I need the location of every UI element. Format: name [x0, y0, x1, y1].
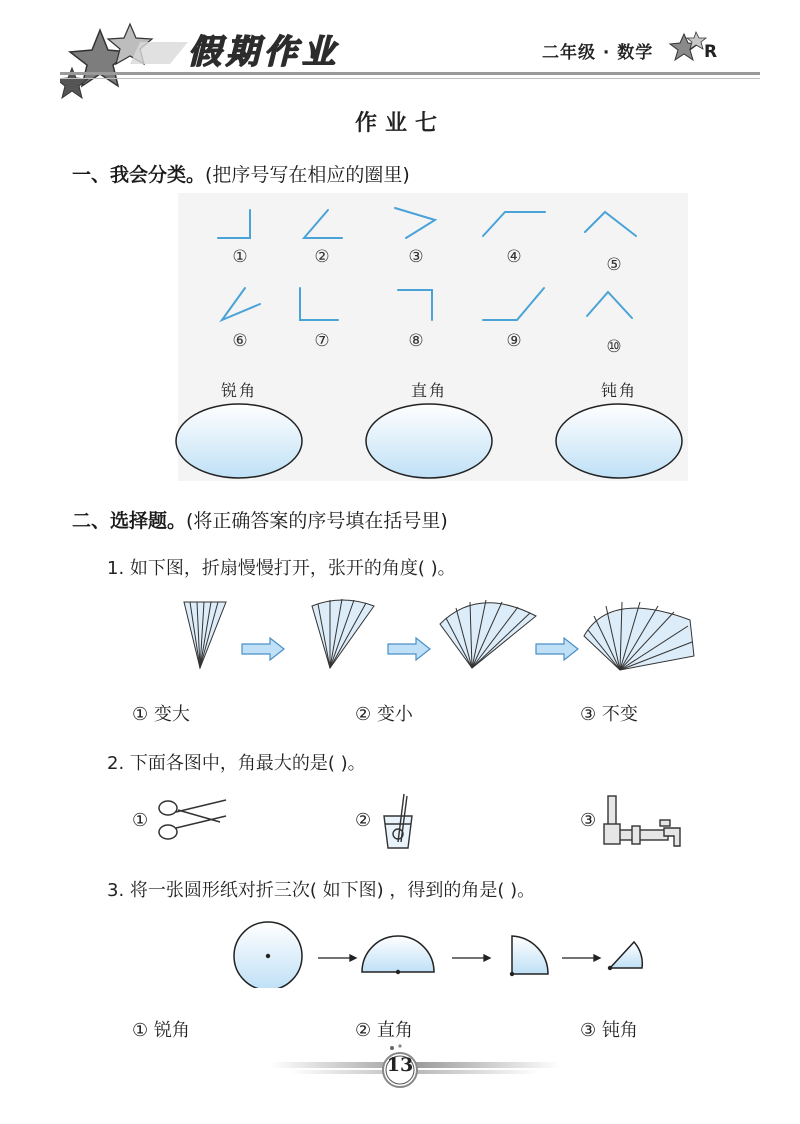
section1-heading-text: 一、我会分类。 [72, 164, 206, 186]
angle-figure-6 [222, 288, 260, 320]
question-2-option-2: ② [355, 810, 372, 831]
angle-number-10: ⑩ [606, 337, 622, 357]
angle-number-6: ⑥ [232, 331, 248, 351]
paper-eighth [610, 942, 642, 968]
angle-number-1: ① [232, 247, 248, 267]
question-2-option-1: ① [132, 810, 149, 831]
question-1-option-1: ① 变大 [132, 704, 190, 725]
angle-figure-9 [483, 288, 544, 320]
section2-heading [72, 506, 448, 533]
obtuse-angle-oval [556, 404, 682, 478]
question-1-option-2: ② 变小 [355, 704, 413, 725]
category-label-right: 直角 [410, 381, 447, 400]
fan-stage-1 [184, 602, 226, 668]
paper-quarter [512, 936, 548, 974]
right-angle-oval [366, 404, 492, 478]
question-3-option-2: ② 直角 [355, 1020, 413, 1041]
exercise-title: 作业七 [354, 110, 445, 136]
question-2-option-3: ③ [580, 810, 597, 831]
question-3-option-1: ① 锐角 [132, 1020, 190, 1041]
arrow-right-icon [242, 638, 284, 660]
question-2-text: 2. 下面各图中，角最大的是( )。 [107, 753, 366, 774]
fan-stage-2 [312, 599, 374, 668]
category-label-acute: 锐角 [220, 381, 257, 400]
fan-stage-3 [440, 600, 536, 668]
angle-number-5: ⑤ [606, 255, 622, 275]
category-label-obtuse: 钝角 [600, 381, 637, 400]
angle-number-2: ② [314, 247, 330, 267]
page-number: 13 [386, 1054, 414, 1076]
arrow-right-icon [388, 638, 430, 660]
angle-number-9: ⑨ [506, 331, 522, 351]
question-3-option-3: ③ 钝角 [580, 1020, 638, 1041]
angle-figure-1 [218, 210, 250, 238]
header-title: 假期作业 [188, 32, 340, 71]
arrow-right-icon [536, 638, 578, 660]
angle-figure-10 [587, 292, 632, 318]
folding-fan-sequence [0, 590, 800, 680]
glass-straw-icon [378, 790, 418, 852]
question-1-option-3: ③ 不变 [580, 704, 638, 725]
angle-figure-3 [395, 208, 435, 238]
header-grade-subject: 二年级 · 数学 [542, 43, 654, 63]
angle-figure-4 [483, 212, 545, 236]
angle-figure-5 [585, 212, 636, 236]
question-3-text: 3. 将一张圆形纸对折三次( 如下图) ，得到的角是( )。 [107, 880, 536, 901]
question-1-text: 1. 如下图，折扇慢慢打开，张开的角度( )。 [107, 558, 456, 579]
paper-folding-sequence [0, 918, 800, 988]
angle-number-7: ⑦ [314, 331, 330, 351]
faucet-pipe-icon [602, 794, 686, 852]
fan-stage-4 [584, 602, 694, 670]
acute-angle-oval [176, 404, 302, 478]
scissors-icon [156, 796, 230, 846]
angle-figure-8 [398, 290, 432, 320]
section2-instruction: (将正确答案的序号填在括号里) [186, 510, 448, 532]
angle-number-8: ⑧ [408, 331, 424, 351]
section2-heading-text: 二、选择题。 [72, 510, 187, 532]
header-edition: R [704, 42, 718, 62]
angle-figure-7 [300, 288, 338, 320]
paper-half [362, 936, 434, 972]
section1-instruction: (把序号写在相应的圈里) [205, 164, 410, 186]
angle-number-3: ③ [408, 247, 424, 267]
angle-number-4: ④ [506, 247, 522, 267]
angle-figure-2 [304, 210, 342, 238]
